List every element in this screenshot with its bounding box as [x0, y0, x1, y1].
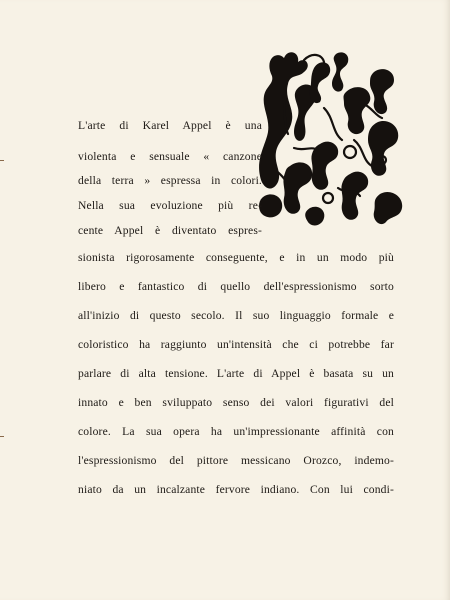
text-line: parlare di alta tensione. L'arte di Appel è basata su un — [78, 367, 394, 380]
text-line: Nella sua evoluzione più re- — [78, 199, 262, 212]
text-line: innato e ben sviluppato senso dei valori figurativi del — [78, 396, 394, 409]
text-line: violenta e sensuale « canzone — [78, 150, 262, 163]
text-line: niato da un incalzante fervore indiano. Con lui condi- — [78, 483, 394, 496]
text-line: all'inizio di questo secolo. Il suo linguaggio formale e — [78, 309, 394, 322]
text-line: sionista rigorosamente conseguente, e in un modo più — [78, 251, 394, 264]
text-line: colore. La sua opera ha un'impressionante affinità con — [78, 425, 394, 438]
text-line: l'espressionismo del pittore messicano Orozco, indemo- — [78, 454, 394, 467]
text-line: cente Appel è diventato espres- — [78, 224, 262, 237]
text-line: libero e fantastico di quello dell'espressionismo sorto — [78, 280, 394, 293]
text-line: L'arte di Karel Appel è una — [78, 119, 262, 132]
text-line: della terra » espressa in colori. — [78, 174, 262, 187]
text-line: coloristico ha raggiunto un'intensità che ci potrebbe far — [78, 338, 394, 351]
